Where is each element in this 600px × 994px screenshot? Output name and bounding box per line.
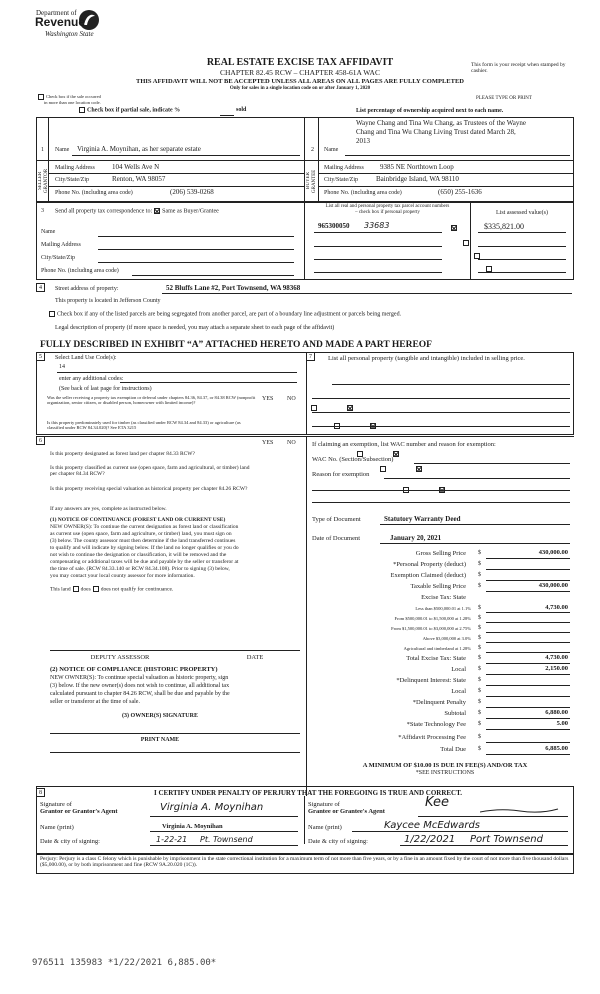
n1-line-2: (3) below. The county assessor must then determine if the land transferred continues <box>50 538 236 544</box>
bracket-dollar-0: $ <box>478 605 481 611</box>
see-back-label: (See back of last page for instructions) <box>59 386 152 392</box>
n2-line-0: NEW OWNER(S): To continue special valuation as historic property, sign <box>50 675 229 681</box>
s6-q2: Is this property classified as current use (open space, farm and agricultural, or timber) land per chapter 84.34 RCW? <box>50 465 250 478</box>
send-to-label: Send all property tax correspondence to: <box>55 208 153 215</box>
bracket-value-0[interactable]: 4,730.00 <box>545 604 568 611</box>
please-type: PLEASE TYPE OR PRINT <box>476 96 532 101</box>
buyer-name-line3[interactable]: 2013 <box>356 137 370 145</box>
assessed-value[interactable]: $335,821.00 <box>484 222 524 231</box>
s5-yes: YES <box>262 396 274 402</box>
land-use-code[interactable]: 14 <box>59 364 65 370</box>
grantor-print-label: Name (print) <box>40 824 74 831</box>
does-not-label: does not qualify for continuance. <box>100 586 174 593</box>
seller-name-label: Name <box>55 147 70 153</box>
tax-label-2: Exemption Claimed (deduct) <box>390 572 466 579</box>
multi-location-label2: in more than one location code. <box>44 100 101 105</box>
does-qualify-checkbox[interactable] <box>73 586 79 592</box>
grantee-signature[interactable]: Kee <box>425 795 450 810</box>
corr-phone-label: Phone No. (including area code) <box>41 268 119 274</box>
perjury-text: Perjury: Perjury is a class C felony which is punishable by imprisonment in the state correctional institution for a maximum term of not more than five years, or by a fine in an amount fixed by the court of not more than five thousand dollars ($5,000.00), or by both imprisonment and fine (RCW 9A.20.020 (1C)). <box>40 856 569 869</box>
form-title: REAL ESTATE EXCISE TAX AFFIDAVIT <box>206 57 394 68</box>
tax2-value-5[interactable]: 6,880.00 <box>545 709 568 716</box>
logo-revenue: Revenue <box>35 15 86 29</box>
doc-date[interactable]: January 20, 2021 <box>390 534 442 542</box>
partial-sale-checkbox[interactable] <box>79 107 85 113</box>
ownership-note: List percentage of ownership acquired next to each name. <box>356 108 504 114</box>
tax2-label-3: Local <box>451 688 466 695</box>
doc-date-label: Date of Document <box>312 535 361 542</box>
grantee-city[interactable]: Port Townsend <box>470 834 543 845</box>
dollar-0: $ <box>478 550 481 556</box>
section-8-num: 8 <box>36 788 45 797</box>
same-as-buyer-label: Same as Buyer/Grantee <box>162 208 219 215</box>
section-3-num: 3 <box>41 208 44 214</box>
grantor-city[interactable]: Pt. Townsend <box>200 835 253 844</box>
does-label: does <box>80 586 91 593</box>
tax-value-0[interactable]: 430,000.00 <box>538 549 568 556</box>
seller-name[interactable]: Virginia A. Moynihan, as her separate estate <box>77 145 201 153</box>
tax2-value-0[interactable]: 4,730.00 <box>545 654 568 661</box>
s6-q1: Is this property designated as forest land per chapter 84.33 RCW? <box>50 451 195 457</box>
tax2-label-0: Total Excise Tax: State <box>406 655 466 662</box>
parcel-list-label: List all real and personal property tax parcel account numbers <box>325 204 450 209</box>
grantor-date[interactable]: 1-22-21 <box>156 835 188 844</box>
tax2-dollar-2: $ <box>478 677 481 683</box>
s5-q1-yes[interactable] <box>311 405 317 411</box>
street-label: Street address of property: <box>55 286 119 292</box>
boundary-label: Check box if any of the listed parcels are being segregated from another parcel, are part of a boundary line adjustment or parcels being merged. <box>57 311 402 318</box>
personal-property-label: List all personal property (tangible and intangible) included in selling price. <box>328 355 525 362</box>
form-notice: THIS AFFIDAVIT WILL NOT BE ACCEPTED UNLESS ALL AREAS ON ALL PAGES ARE FULLY COMPLETED <box>136 78 464 85</box>
parcel-check-label: – check box if personal property <box>355 210 420 215</box>
same-as-buyer-checkbox[interactable] <box>154 208 160 214</box>
tax2-dollar-8: $ <box>478 746 481 752</box>
tax-label-4: Excise Tax: State <box>421 594 466 601</box>
land-use-label: Select Land Use Code(s): <box>55 355 117 361</box>
corr-name-label: Name <box>41 229 56 235</box>
notice-compliance-heading: (2) NOTICE OF COMPLIANCE (HISTORIC PROPERTY) <box>50 666 218 673</box>
street-address[interactable]: 52 Bluffs Lane #2, Port Townsend, WA 98368 <box>166 284 301 292</box>
n1-line-7: you may contact your local county assessor for more information. <box>50 573 195 579</box>
tax2-value-1[interactable]: 2,150.00 <box>545 665 568 672</box>
this-land-label: This land <box>50 586 71 593</box>
grantor-date-label: Date & city of signing: <box>40 838 100 845</box>
s6-q2-yes[interactable] <box>380 466 386 472</box>
section-5-num: 5 <box>36 352 45 361</box>
tax2-dollar-0: $ <box>478 655 481 661</box>
grantor-sig-label2: Grantor or Grantor's Agent <box>40 808 118 815</box>
buyer-phone[interactable]: (650) 255-1636 <box>438 188 482 196</box>
bracket-label-4: Agricultural and timberland at 1.28% <box>403 646 471 651</box>
receipt-note: This form is your receipt when stamped by cashier. <box>471 62 566 75</box>
buyer-city-label: City/State/Zip <box>324 177 358 183</box>
grantee-sig-label1: Signature of <box>308 801 340 808</box>
dollar-2: $ <box>478 572 481 578</box>
grantee-date[interactable]: 1/22/2021 <box>404 834 456 845</box>
deputy-assessor-label: DEPUTY ASSESSOR <box>90 654 150 661</box>
section-2-num: 2 <box>311 147 314 153</box>
grantee-sig-label2: Grantee or Grantee's Agent <box>308 808 385 815</box>
s5-q1: Was the seller receiving a property tax exemption or deferral under chapters 84.36, 84.37, or 84.38 RCW (nonprofit organization, senior citizen, or disabled person, homeowner with limited income)? <box>47 395 256 406</box>
buyer-mail[interactable]: 9385 NE Northtown Loop <box>380 163 454 171</box>
n2-line-3: seller or transferor at the time of sale. <box>50 699 140 705</box>
tax2-dollar-3: $ <box>478 688 481 694</box>
logo-dept: Department of <box>36 9 77 17</box>
tax2-dollar-7: $ <box>478 734 481 740</box>
print-name-label: PRINT NAME <box>140 737 180 743</box>
n2-line-1: (3) below. If the new owner(s) does not wish to continue, all additional tax <box>50 683 230 689</box>
parcel-handwritten: 33683 <box>364 221 390 230</box>
bracket-label-3: Above $3,000,000 at 3.0% <box>422 636 471 641</box>
bracket-label-0: Less than $500,000.01 at 1.1% <box>415 606 471 611</box>
tax-value-3[interactable]: 430,000.00 <box>538 582 568 589</box>
county-text: This property is located in Jefferson County <box>55 298 161 304</box>
certify-text: I CERTIFY UNDER PENALTY OF PERJURY THAT THE FOREGOING IS TRUE AND CORRECT. <box>154 789 463 797</box>
buyer-phone-label: Phone No. (including area code) <box>324 190 402 196</box>
seller-city-label: City/State/Zip <box>55 177 89 183</box>
buyer-mail-label: Mailing Address <box>324 165 364 171</box>
grantee-print-name[interactable]: Kaycee McEdwards <box>384 820 480 831</box>
s5-q1-no[interactable] <box>347 405 353 411</box>
bracket-label-2: From $1,500,000.01 to $3,000,000 at 2.75% <box>391 626 471 631</box>
section-7-num: 7 <box>306 352 315 361</box>
seller-mail[interactable]: 104 Wells Ave N <box>112 163 160 171</box>
legal-label: Legal description of property (if more space is needed, you may attach a separate sheet to each page of the affidavit) <box>55 325 335 331</box>
tax-label-0: Gross Selling Price <box>415 550 466 557</box>
additional-codes-label: enter any additional codes: <box>59 376 124 382</box>
dollar-1: $ <box>478 561 481 567</box>
personal-property-checkbox-2[interactable] <box>463 240 469 246</box>
seller-mail-label: Mailing Address <box>55 165 95 171</box>
section-4-num: 4 <box>36 283 45 292</box>
wac-label: WAC No. (Section/Subsection) <box>312 456 394 463</box>
n1-line-0: NEW OWNER(S): To continue the current designation as forest land or classification <box>50 524 239 530</box>
form-notice2: Only for sales in a single location code on or after January 1, 2020 <box>229 86 371 91</box>
tax2-value-6[interactable]: 5.00 <box>556 720 568 727</box>
tax2-label-4: *Delinquent Penalty <box>412 699 466 706</box>
n1-line-5: compensating or additional taxes will be due and payable by the seller or transferor at <box>50 559 239 565</box>
s6-yes: YES <box>262 440 274 446</box>
grantee-signature-flourish <box>480 806 560 816</box>
see-instructions: *SEE INSTRUCTIONS <box>415 770 475 776</box>
form-chapter: CHAPTER 82.45 RCW – CHAPTER 458-61A WAC <box>220 68 380 77</box>
doc-type-label: Type of Document <box>312 516 361 523</box>
seller-phone-label: Phone No. (including area code) <box>55 190 133 196</box>
tax2-label-7: *Affidavit Processing Fee <box>398 734 466 741</box>
seller-city[interactable]: Renton, WA 98057 <box>112 175 166 183</box>
bracket-dollar-4: $ <box>478 645 481 651</box>
grantee-print-label: Name (print) <box>308 824 342 831</box>
grantor-signature[interactable]: Virginia A. Moynihan <box>160 802 264 813</box>
n1-line-3: to qualify and will indicate by signing below. If the land no longer qualifies or you do <box>50 545 239 551</box>
bracket-dollar-1: $ <box>478 615 481 621</box>
dollar-3: $ <box>478 583 481 589</box>
seller-phone[interactable]: (206) 539-0268 <box>170 188 214 196</box>
s6-q3: Is this property receiving special valuation as historical property per chapter 84.26 RCW? <box>50 486 248 492</box>
section-6-num: 6 <box>36 436 45 445</box>
doc-type[interactable]: Statutory Warranty Deed <box>384 515 461 523</box>
tax2-label-5: Subtotal <box>444 710 466 717</box>
buyer-name-line1[interactable]: Wayne Chang and Tina Wu Chang, as Trustees of the Wayne <box>356 119 527 127</box>
boundary-checkbox[interactable] <box>49 311 55 317</box>
corr-city-label: City/State/Zip <box>41 255 75 261</box>
partial-sale-label: Check box if partial sale, indicate % <box>87 107 181 114</box>
tax-label-3: Taxable Selling Price <box>410 583 466 590</box>
bracket-dollar-3: $ <box>478 635 481 641</box>
grantee-date-label: Date & city of signing: <box>308 838 368 845</box>
n1-line-4: not wish to continue the designation or classification, it will be removed and the <box>50 552 227 558</box>
buyer-name-line2[interactable]: Chang and Tina Wu Chang Living Trust dated March 28, <box>356 128 516 136</box>
seller-vertical-label: SELLER GRANTOR <box>38 168 49 194</box>
exhibit-text: FULLY DESCRIBED IN EXHIBIT “A” ATTACHED HERETO AND MADE A PART HEREOF <box>40 340 432 350</box>
if-any-yes: If any answers are yes, complete as instructed below. <box>50 506 167 512</box>
buyer-vertical-label: BUYER GRANTEE <box>306 169 317 193</box>
sold-label: sold <box>236 107 247 113</box>
tax2-label-1: Local <box>451 666 466 673</box>
grantor-sig-label1: Signature of <box>40 801 72 808</box>
tax2-dollar-6: $ <box>478 721 481 727</box>
logo-state: Washington State <box>45 30 94 38</box>
bracket-label-1: From $500,000.01 to $1,500,000 at 1.28% <box>394 616 471 621</box>
exemption-claim-label: If claiming an exemption, list WAC number and reason for exemption: <box>312 441 496 448</box>
s5-no: NO <box>287 396 296 402</box>
assessed-label: List assessed value(s) <box>496 210 548 216</box>
tax2-dollar-5: $ <box>478 710 481 716</box>
receipt-stamp: 976511 135983 *1/22/2021 6,885.00* <box>32 958 217 968</box>
tax2-value-8[interactable]: 6,885.00 <box>545 745 568 752</box>
buyer-name-label: Name <box>324 147 339 153</box>
minimum-note: A MINIMUM OF $10.00 IS DUE IN FEE(S) AND/OR TAX <box>362 762 528 769</box>
buyer-city[interactable]: Bainbridge Island, WA 98110 <box>376 175 459 183</box>
tax2-label-8: Total Due <box>440 746 466 753</box>
corr-mail-label: Mailing Address <box>41 242 81 248</box>
n2-line-2: calculated pursuant to chapter 84.26 RCW, shall be due and payable by the <box>50 691 230 697</box>
s6-no: NO <box>287 440 296 446</box>
n1-line-1: as current use (open space, farm and agriculture, or timber) land, you must sign on <box>50 531 232 537</box>
multi-location-label: Check box if the sale occurred <box>46 94 101 100</box>
tax2-dollar-4: $ <box>478 699 481 705</box>
tax-label-1: *Personal Property (deduct) <box>393 561 466 568</box>
tax2-label-6: *State Technology Fee <box>406 721 466 728</box>
grantor-print-name[interactable]: Virginia A. Moynihan <box>162 823 223 830</box>
deputy-date-label: DATE <box>246 654 264 661</box>
section-1-num: 1 <box>41 147 44 153</box>
bracket-dollar-2: $ <box>478 625 481 631</box>
n1-line-6: the time of sale. (RCW 84.33.140 or RCW 84.34.108). Prior to signing (3) below, <box>50 566 230 572</box>
owner-signature-label: (3) OWNER(S) SIGNATURE <box>122 713 198 719</box>
parcel-number[interactable]: 965300050 <box>318 222 350 230</box>
personal-property-checkbox-1[interactable] <box>451 225 457 231</box>
tax2-label-2: *Delinquent Interest: State <box>396 677 466 684</box>
s6-q2-no[interactable] <box>416 466 422 472</box>
exemption-reason-label: Reason for exemption <box>312 471 370 478</box>
s5-q2: Is this property predominately used for timber (as classified under RCW 84.34 and 84.33) or agriculture (as classified under RCW 84.34.020)? See ETA 3215 <box>47 420 241 431</box>
notice-continuance-heading: (1) NOTICE OF CONTINUANCE (FOREST LAND OR CURRENT USE) <box>50 517 226 523</box>
tax2-dollar-1: $ <box>478 666 481 672</box>
does-not-qualify-checkbox[interactable] <box>93 586 99 592</box>
